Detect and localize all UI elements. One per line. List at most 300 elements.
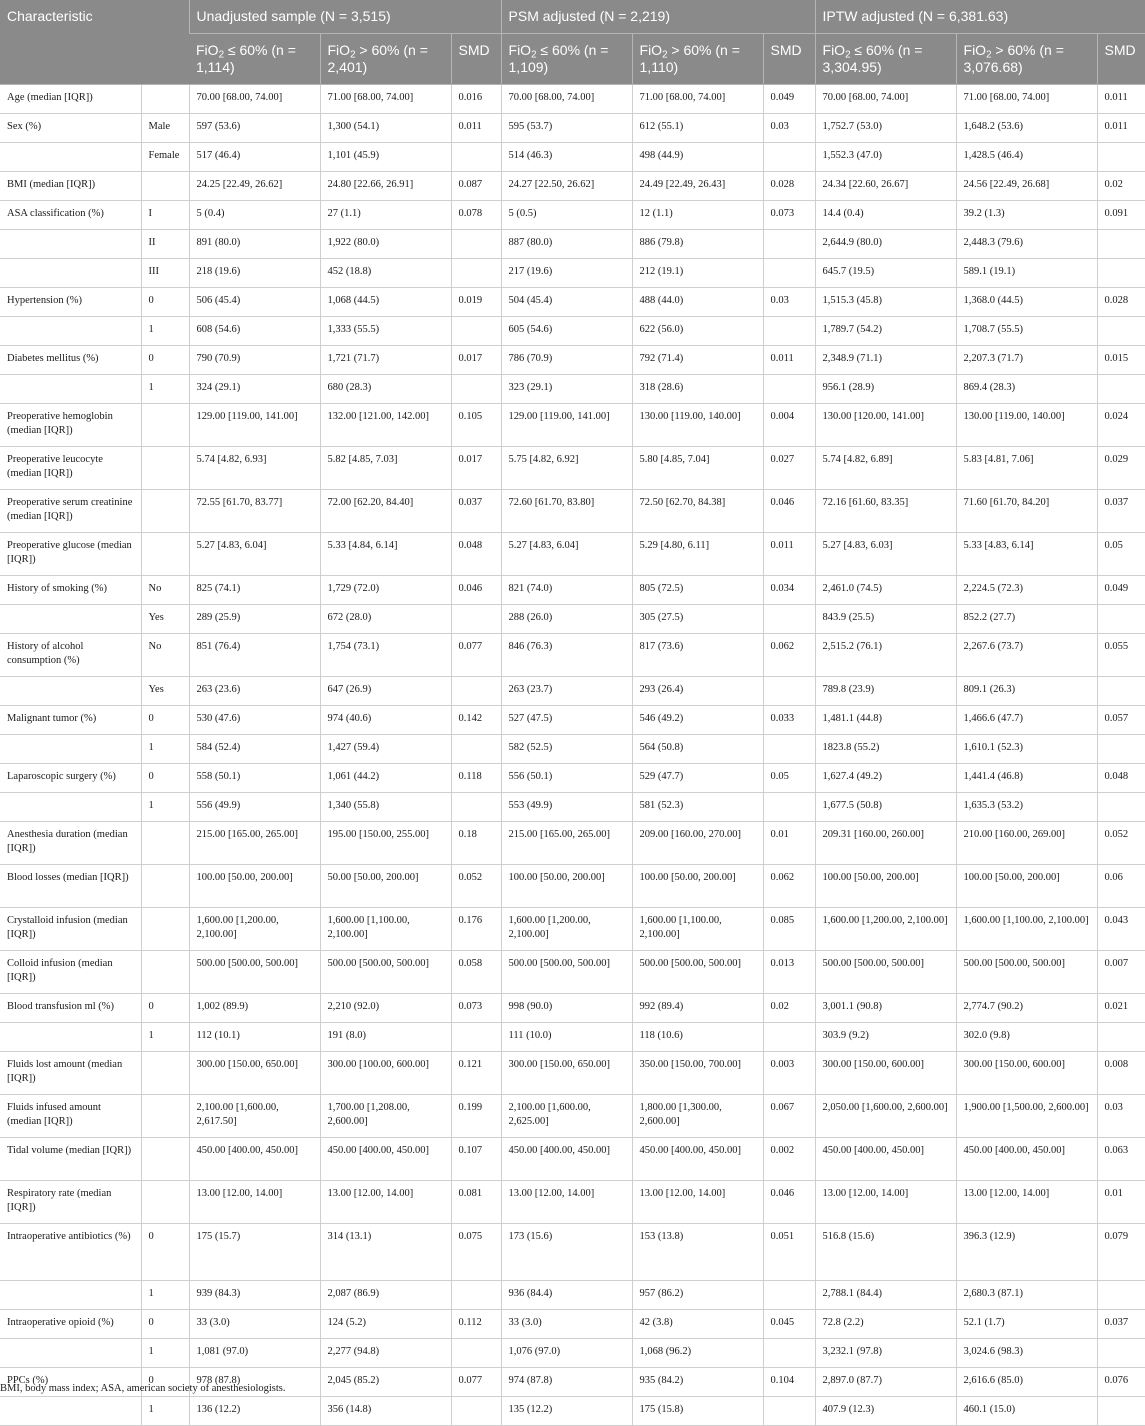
value-cell: 13.00 [12.00, 14.00] — [501, 1181, 632, 1224]
value-cell: 887 (80.0) — [501, 230, 632, 259]
table-row — [0, 822, 1145, 865]
value-cell: 215.00 [165.00, 265.00] — [501, 822, 632, 865]
value-cell: 450.00 [400.00, 450.00] — [320, 1138, 451, 1181]
table-row — [0, 490, 1145, 533]
unadjusted-smd-header: SMD — [451, 34, 501, 85]
value-cell: 1,428.5 (46.4) — [956, 143, 1097, 172]
smd-cell: 0.011 — [763, 346, 815, 375]
value-cell: 5.82 [4.85, 7.03] — [320, 447, 451, 490]
value-cell: 498 (44.9) — [632, 143, 763, 172]
characteristic-cell: Blood transfusion ml (%) — [0, 994, 141, 1023]
smd-cell — [763, 1339, 815, 1368]
value-cell: 72.16 [61.60, 83.35] — [815, 490, 956, 533]
value-cell: 210.00 [160.00, 269.00] — [956, 822, 1097, 865]
value-cell: 825 (74.1) — [189, 576, 320, 605]
value-cell: 217 (19.6) — [501, 259, 632, 288]
value-cell: 529 (47.7) — [632, 764, 763, 793]
smd-cell: 0.03 — [763, 288, 815, 317]
table-row — [0, 1397, 1145, 1426]
smd-cell: 0.013 — [763, 951, 815, 994]
value-cell: 218 (19.6) — [189, 259, 320, 288]
value-cell: 998 (90.0) — [501, 994, 632, 1023]
value-cell: 215.00 [165.00, 265.00] — [189, 822, 320, 865]
characteristic-cell — [0, 317, 141, 346]
value-cell: 24.27 [22.50, 26.62] — [501, 172, 632, 201]
smd-cell — [1097, 605, 1145, 634]
value-cell: 2,348.9 (71.1) — [815, 346, 956, 375]
value-cell: 974 (87.8) — [501, 1368, 632, 1397]
value-cell: 100.00 [50.00, 200.00] — [632, 865, 763, 908]
level-cell — [141, 490, 189, 533]
smd-cell: 0.18 — [451, 822, 501, 865]
value-cell: 2,050.00 [1,600.00, 2,600.00] — [815, 1095, 956, 1138]
smd-cell: 0.046 — [763, 1181, 815, 1224]
value-cell: 556 (50.1) — [501, 764, 632, 793]
table-row — [0, 172, 1145, 201]
value-cell: 851 (76.4) — [189, 634, 320, 677]
value-cell: 100.00 [50.00, 200.00] — [815, 865, 956, 908]
value-cell: 2,277 (94.8) — [320, 1339, 451, 1368]
smd-cell: 0.121 — [451, 1052, 501, 1095]
characteristic-cell: Preoperative leucocyte (median [IQR]) — [0, 447, 141, 490]
smd-cell: 0.02 — [1097, 172, 1145, 201]
value-cell: 935 (84.2) — [632, 1368, 763, 1397]
smd-cell: 0.078 — [451, 201, 501, 230]
level-cell: III — [141, 259, 189, 288]
smd-cell: 0.052 — [451, 865, 501, 908]
smd-cell: 0.008 — [1097, 1052, 1145, 1095]
table-row — [0, 908, 1145, 951]
value-cell: 1,427 (59.4) — [320, 735, 451, 764]
table-row — [0, 1052, 1145, 1095]
value-cell: 556 (49.9) — [189, 793, 320, 822]
value-cell: 5.74 [4.82, 6.93] — [189, 447, 320, 490]
level-cell: 1 — [141, 1281, 189, 1310]
value-cell: 263 (23.7) — [501, 677, 632, 706]
characteristic-cell — [0, 143, 141, 172]
smd-cell — [451, 143, 501, 172]
smd-cell: 0.062 — [763, 634, 815, 677]
level-cell: Yes — [141, 605, 189, 634]
level-cell — [141, 908, 189, 951]
smd-cell — [763, 143, 815, 172]
value-cell: 1,600.00 [1,100.00, 2,100.00] — [956, 908, 1097, 951]
characteristic-cell: Preoperative hemoglobin (median [IQR]) — [0, 404, 141, 447]
table-row — [0, 143, 1145, 172]
value-cell: 305 (27.5) — [632, 605, 763, 634]
table-body — [0, 85, 1145, 1426]
smd-cell: 0.118 — [451, 764, 501, 793]
value-cell: 5.27 [4.83, 6.03] — [815, 533, 956, 576]
level-cell: 1 — [141, 793, 189, 822]
table-row — [0, 1310, 1145, 1339]
table-row — [0, 576, 1145, 605]
characteristic-cell: Crystalloid infusion (median [IQR]) — [0, 908, 141, 951]
value-cell: 5.29 [4.80, 6.11] — [632, 533, 763, 576]
value-cell: 13.00 [12.00, 14.00] — [815, 1181, 956, 1224]
value-cell: 647 (26.9) — [320, 677, 451, 706]
value-cell: 1,300 (54.1) — [320, 114, 451, 143]
characteristic-cell — [0, 1281, 141, 1310]
smd-cell: 0.087 — [451, 172, 501, 201]
table-row — [0, 1181, 1145, 1224]
value-cell: 2,680.3 (87.1) — [956, 1281, 1097, 1310]
value-cell: 1,600.00 [1,200.00, 2,100.00] — [815, 908, 956, 951]
value-cell: 1,754 (73.1) — [320, 634, 451, 677]
value-cell: 786 (70.9) — [501, 346, 632, 375]
level-cell — [141, 951, 189, 994]
characteristic-cell — [0, 1023, 141, 1052]
value-cell: 450.00 [400.00, 450.00] — [956, 1138, 1097, 1181]
value-cell: 356 (14.8) — [320, 1397, 451, 1426]
value-cell: 289 (25.9) — [189, 605, 320, 634]
smd-cell: 0.049 — [763, 85, 815, 114]
characteristic-cell — [0, 230, 141, 259]
value-cell: 1,002 (89.9) — [189, 994, 320, 1023]
smd-cell: 0.011 — [451, 114, 501, 143]
value-cell: 589.1 (19.1) — [956, 259, 1097, 288]
smd-cell: 0.03 — [1097, 1095, 1145, 1138]
value-cell: 2,448.3 (79.6) — [956, 230, 1097, 259]
value-cell: 118 (10.6) — [632, 1023, 763, 1052]
table-footnote: BMI, body mass index; ASA, american society of anesthesiologists. — [0, 1383, 286, 1394]
value-cell: 843.9 (25.5) — [815, 605, 956, 634]
characteristic-header: Characteristic — [0, 0, 189, 85]
value-cell: 5 (0.5) — [501, 201, 632, 230]
characteristic-cell: Age (median [IQR]) — [0, 85, 141, 114]
smd-cell — [1097, 1281, 1145, 1310]
value-cell: 5.80 [4.85, 7.04] — [632, 447, 763, 490]
smd-cell: 0.002 — [763, 1138, 815, 1181]
value-cell: 516.8 (15.6) — [815, 1224, 956, 1281]
value-cell: 1,600.00 [1,100.00, 2,100.00] — [632, 908, 763, 951]
smd-cell: 0.011 — [1097, 85, 1145, 114]
value-cell: 680 (28.3) — [320, 375, 451, 404]
level-cell: Female — [141, 143, 189, 172]
smd-cell: 0.107 — [451, 1138, 501, 1181]
value-cell: 530 (47.6) — [189, 706, 320, 735]
characteristic-cell — [0, 605, 141, 634]
value-cell: 42 (3.8) — [632, 1310, 763, 1339]
characteristic-cell — [0, 677, 141, 706]
table-row — [0, 346, 1145, 375]
value-cell: 136 (12.2) — [189, 1397, 320, 1426]
value-cell: 672 (28.0) — [320, 605, 451, 634]
characteristic-cell: Hypertension (%) — [0, 288, 141, 317]
smd-cell: 0.075 — [451, 1224, 501, 1281]
smd-cell: 0.079 — [1097, 1224, 1145, 1281]
level-cell — [141, 447, 189, 490]
smd-cell: 0.073 — [451, 994, 501, 1023]
value-cell: 2,267.6 (73.7) — [956, 634, 1097, 677]
smd-cell — [763, 375, 815, 404]
value-cell: 13.00 [12.00, 14.00] — [189, 1181, 320, 1224]
value-cell: 153 (13.8) — [632, 1224, 763, 1281]
value-cell: 974 (40.6) — [320, 706, 451, 735]
value-cell: 789.8 (23.9) — [815, 677, 956, 706]
value-cell: 212 (19.1) — [632, 259, 763, 288]
table-row — [0, 404, 1145, 447]
smd-cell — [1097, 677, 1145, 706]
value-cell: 581 (52.3) — [632, 793, 763, 822]
value-cell: 978 (87.8) — [189, 1368, 320, 1397]
value-cell: 936 (84.4) — [501, 1281, 632, 1310]
smd-cell — [763, 230, 815, 259]
value-cell: 553 (49.9) — [501, 793, 632, 822]
value-cell: 1,677.5 (50.8) — [815, 793, 956, 822]
level-cell: 0 — [141, 288, 189, 317]
value-cell: 622 (56.0) — [632, 317, 763, 346]
smd-cell: 0.048 — [451, 533, 501, 576]
smd-cell: 0.037 — [1097, 490, 1145, 533]
value-cell: 452 (18.8) — [320, 259, 451, 288]
smd-cell: 0.199 — [451, 1095, 501, 1138]
value-cell: 500.00 [500.00, 500.00] — [956, 951, 1097, 994]
value-cell: 1,800.00 [1,300.00, 2,600.00] — [632, 1095, 763, 1138]
smd-cell — [451, 1397, 501, 1426]
value-cell: 111 (10.0) — [501, 1023, 632, 1052]
value-cell: 407.9 (12.3) — [815, 1397, 956, 1426]
value-cell: 488 (44.0) — [632, 288, 763, 317]
smd-cell: 0.007 — [1097, 951, 1145, 994]
value-cell: 130.00 [119.00, 140.00] — [632, 404, 763, 447]
table-row — [0, 1095, 1145, 1138]
smd-cell — [763, 1397, 815, 1426]
table-row — [0, 1281, 1145, 1310]
psm-smd-header: SMD — [763, 34, 815, 85]
smd-cell: 0.058 — [451, 951, 501, 994]
value-cell: 500.00 [500.00, 500.00] — [320, 951, 451, 994]
value-cell: 5.75 [4.82, 6.92] — [501, 447, 632, 490]
characteristic-cell: ASA classification (%) — [0, 201, 141, 230]
level-cell: 1 — [141, 317, 189, 346]
value-cell: 846 (76.3) — [501, 634, 632, 677]
smd-cell: 0.057 — [1097, 706, 1145, 735]
table-header — [0, 0, 1145, 85]
value-cell: 1,708.7 (55.5) — [956, 317, 1097, 346]
value-cell: 1,789.7 (54.2) — [815, 317, 956, 346]
level-cell: 1 — [141, 375, 189, 404]
value-cell: 129.00 [119.00, 141.00] — [189, 404, 320, 447]
value-cell: 1,922 (80.0) — [320, 230, 451, 259]
value-cell: 450.00 [400.00, 450.00] — [815, 1138, 956, 1181]
value-cell: 450.00 [400.00, 450.00] — [501, 1138, 632, 1181]
value-cell: 2,210 (92.0) — [320, 994, 451, 1023]
value-cell: 1,515.3 (45.8) — [815, 288, 956, 317]
value-cell: 1,610.1 (52.3) — [956, 735, 1097, 764]
unadjusted-low-fio2-header: FiO$_2$ ≤ 60% (n = 1,114) — [189, 34, 320, 85]
value-cell: 605 (54.6) — [501, 317, 632, 346]
smd-cell: 0.028 — [763, 172, 815, 201]
smd-cell: 0.028 — [1097, 288, 1145, 317]
value-cell: 1823.8 (55.2) — [815, 735, 956, 764]
value-cell: 263 (23.6) — [189, 677, 320, 706]
smd-cell: 0.073 — [763, 201, 815, 230]
value-cell: 175 (15.7) — [189, 1224, 320, 1281]
smd-cell: 0.01 — [763, 822, 815, 865]
table-row — [0, 1224, 1145, 1281]
characteristic-cell: Respiratory rate (median [IQR]) — [0, 1181, 141, 1224]
value-cell: 957 (86.2) — [632, 1281, 763, 1310]
value-cell: 71.00 [68.00, 74.00] — [632, 85, 763, 114]
table-row — [0, 85, 1145, 114]
value-cell: 50.00 [50.00, 200.00] — [320, 865, 451, 908]
table-row — [0, 375, 1145, 404]
value-cell: 3,024.6 (98.3) — [956, 1339, 1097, 1368]
value-cell: 1,600.00 [1,200.00, 2,100.00] — [501, 908, 632, 951]
value-cell: 24.80 [22.66, 26.91] — [320, 172, 451, 201]
level-cell: 1 — [141, 1397, 189, 1426]
characteristic-cell — [0, 1339, 141, 1368]
value-cell: 13.00 [12.00, 14.00] — [956, 1181, 1097, 1224]
smd-cell: 0.052 — [1097, 822, 1145, 865]
value-cell: 1,333 (55.5) — [320, 317, 451, 346]
smd-cell — [451, 677, 501, 706]
smd-cell — [451, 793, 501, 822]
value-cell: 5.33 [4.83, 6.14] — [956, 533, 1097, 576]
value-cell: 130.00 [120.00, 141.00] — [815, 404, 956, 447]
value-cell: 100.00 [50.00, 200.00] — [189, 865, 320, 908]
smd-cell: 0.043 — [1097, 908, 1145, 951]
level-cell — [141, 865, 189, 908]
value-cell: 450.00 [400.00, 450.00] — [632, 1138, 763, 1181]
smd-cell: 0.046 — [763, 490, 815, 533]
table-row — [0, 201, 1145, 230]
level-cell: 1 — [141, 1339, 189, 1368]
smd-cell: 0.015 — [1097, 346, 1145, 375]
value-cell: 71.00 [68.00, 74.00] — [956, 85, 1097, 114]
value-cell: 1,068 (44.5) — [320, 288, 451, 317]
smd-cell — [1097, 793, 1145, 822]
value-cell: 175 (15.8) — [632, 1397, 763, 1426]
value-cell: 24.25 [22.49, 26.62] — [189, 172, 320, 201]
smd-cell: 0.033 — [763, 706, 815, 735]
level-cell — [141, 404, 189, 447]
value-cell: 130.00 [119.00, 140.00] — [956, 404, 1097, 447]
characteristic-cell: Laparoscopic surgery (%) — [0, 764, 141, 793]
smd-cell: 0.081 — [451, 1181, 501, 1224]
smd-cell — [763, 1281, 815, 1310]
characteristic-cell — [0, 735, 141, 764]
smd-cell: 0.017 — [451, 346, 501, 375]
value-cell: 195.00 [150.00, 255.00] — [320, 822, 451, 865]
value-cell: 612 (55.1) — [632, 114, 763, 143]
smd-cell — [451, 230, 501, 259]
value-cell: 72.8 (2.2) — [815, 1310, 956, 1339]
table-row — [0, 706, 1145, 735]
level-cell: Yes — [141, 677, 189, 706]
smd-cell — [451, 1339, 501, 1368]
value-cell: 2,207.3 (71.7) — [956, 346, 1097, 375]
value-cell: 70.00 [68.00, 74.00] — [189, 85, 320, 114]
iptw-high-fio2-header: FiO$_2$ > 60% (n = 3,076.68) — [956, 34, 1097, 85]
value-cell: 2,788.1 (84.4) — [815, 1281, 956, 1310]
characteristic-cell: Preoperative glucose (median [IQR]) — [0, 533, 141, 576]
value-cell: 1,340 (55.8) — [320, 793, 451, 822]
value-cell: 72.55 [61.70, 83.77] — [189, 490, 320, 533]
smd-cell: 0.027 — [763, 447, 815, 490]
table-row — [0, 605, 1145, 634]
smd-cell — [763, 735, 815, 764]
value-cell: 500.00 [500.00, 500.00] — [815, 951, 956, 994]
value-cell: 2,897.0 (87.7) — [815, 1368, 956, 1397]
value-cell: 1,368.0 (44.5) — [956, 288, 1097, 317]
value-cell: 300.00 [150.00, 600.00] — [815, 1052, 956, 1095]
table-row — [0, 317, 1145, 346]
smd-cell: 0.048 — [1097, 764, 1145, 793]
smd-cell: 0.021 — [1097, 994, 1145, 1023]
characteristic-cell — [0, 375, 141, 404]
level-cell — [141, 533, 189, 576]
level-cell: 1 — [141, 735, 189, 764]
iptw-group-header: IPTW adjusted (N = 6,381.63) — [815, 0, 1145, 34]
value-cell: 129.00 [119.00, 141.00] — [501, 404, 632, 447]
value-cell: 1,729 (72.0) — [320, 576, 451, 605]
value-cell: 527 (47.5) — [501, 706, 632, 735]
level-cell: 0 — [141, 1224, 189, 1281]
table-row — [0, 1023, 1145, 1052]
value-cell: 5.27 [4.83, 6.04] — [189, 533, 320, 576]
value-cell: 2,515.2 (76.1) — [815, 634, 956, 677]
value-cell: 500.00 [500.00, 500.00] — [632, 951, 763, 994]
value-cell: 100.00 [50.00, 200.00] — [956, 865, 1097, 908]
table-row — [0, 230, 1145, 259]
level-cell — [141, 1138, 189, 1181]
table-row — [0, 1339, 1145, 1368]
unadjusted-group-header: Unadjusted sample (N = 3,515) — [189, 0, 501, 34]
smd-cell: 0.091 — [1097, 201, 1145, 230]
value-cell: 2,461.0 (74.5) — [815, 576, 956, 605]
value-cell: 2,616.6 (85.0) — [956, 1368, 1097, 1397]
psm-group-header: PSM adjusted (N = 2,219) — [501, 0, 815, 34]
smd-cell: 0.046 — [451, 576, 501, 605]
characteristic-cell: Anesthesia duration (median [IQR]) — [0, 822, 141, 865]
value-cell: 209.00 [160.00, 270.00] — [632, 822, 763, 865]
table-row — [0, 1138, 1145, 1181]
smd-cell: 0.034 — [763, 576, 815, 605]
level-cell: No — [141, 634, 189, 677]
smd-cell — [451, 1281, 501, 1310]
characteristic-cell — [0, 259, 141, 288]
psm-low-fio2-header: FiO$_2$ ≤ 60% (n = 1,109) — [501, 34, 632, 85]
smd-cell: 0.067 — [763, 1095, 815, 1138]
value-cell: 821 (74.0) — [501, 576, 632, 605]
value-cell: 27 (1.1) — [320, 201, 451, 230]
value-cell: 3,232.1 (97.8) — [815, 1339, 956, 1368]
table-row — [0, 447, 1145, 490]
value-cell: 124 (5.2) — [320, 1310, 451, 1339]
smd-cell: 0.011 — [1097, 114, 1145, 143]
table-row — [0, 764, 1145, 793]
level-cell — [141, 822, 189, 865]
characteristic-cell: Intraoperative antibiotics (%) — [0, 1224, 141, 1281]
smd-cell: 0.05 — [1097, 533, 1145, 576]
iptw-smd-header: SMD — [1097, 34, 1145, 85]
value-cell: 852.2 (27.7) — [956, 605, 1097, 634]
smd-cell: 0.003 — [763, 1052, 815, 1095]
value-cell: 1,627.4 (49.2) — [815, 764, 956, 793]
value-cell: 792 (71.4) — [632, 346, 763, 375]
value-cell: 3,001.1 (90.8) — [815, 994, 956, 1023]
smd-cell — [1097, 230, 1145, 259]
table-row — [0, 533, 1145, 576]
unadjusted-high-fio2-header: FiO$_2$ > 60% (n = 2,401) — [320, 34, 451, 85]
value-cell: 546 (49.2) — [632, 706, 763, 735]
value-cell: 72.00 [62.20, 84.40] — [320, 490, 451, 533]
value-cell: 112 (10.1) — [189, 1023, 320, 1052]
level-cell: Male — [141, 114, 189, 143]
table-row — [0, 114, 1145, 143]
